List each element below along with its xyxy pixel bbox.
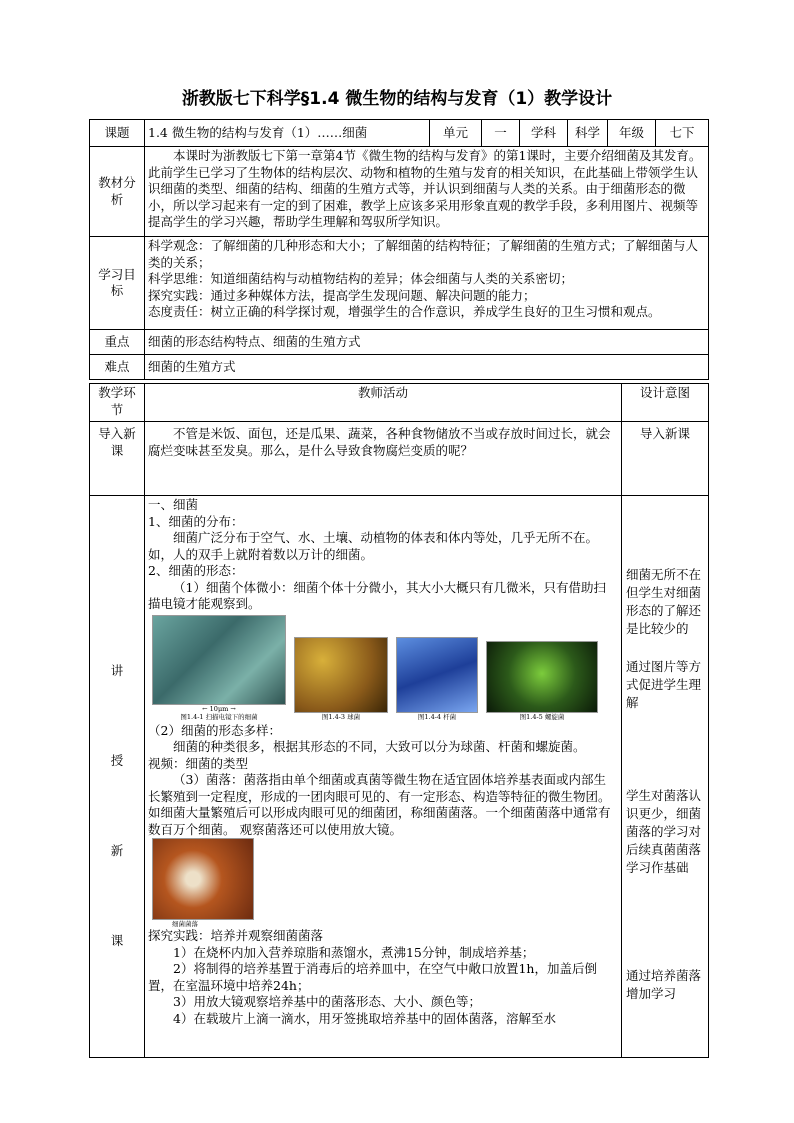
unit-value: 一 <box>482 120 520 147</box>
bacillus-image <box>396 637 478 713</box>
subject-value: 科学 <box>568 120 608 147</box>
objective-line: 科学思维：知道细菌结构与动植物结构的差异；体会细菌与人类的关系密切； <box>148 271 574 286</box>
spirillum-image <box>486 641 598 713</box>
process-table <box>89 383 709 1058</box>
objectives-text <box>145 237 709 330</box>
subject-label: 学科 <box>520 120 568 147</box>
key-points-text: 细菌的形态结构特点、细菌的生殖方式 <box>145 330 709 355</box>
figure-caption: 细菌菌落 <box>172 920 198 928</box>
objective-line: 态度责任：树立正确的科学探讨观，增强学生的合作意识，养成学生良好的卫生习惯和观点。 <box>148 304 661 319</box>
objective-line: 探究实践：通过多种媒体方法，提高学生发现问题、解决问题的能力； <box>148 287 536 303</box>
lesson-value: 1.4 微生物的结构与发育（1）……细菌 <box>145 120 430 147</box>
objective-line: 科学观念：了解细菌的几种形态和大小；了解细菌的结构特征；了解细菌的生殖方式；了解细菌与人类的关系； <box>148 238 699 270</box>
lesson-info-table <box>89 119 709 380</box>
teach-stage: 讲 授 新 课 <box>90 496 145 1058</box>
key-points-label: 重点 <box>90 330 145 355</box>
grade-value: 七下 <box>656 120 709 147</box>
colony-image <box>152 838 254 920</box>
bacteria-figures: ← 10μm → 图1.4-1 扫描电镜下的细菌 图1.4-3 球菌 图1.4-4 杆菌 图1.4-5 螺旋菌 <box>152 615 618 721</box>
difficulty-label: 难点 <box>90 355 145 380</box>
grade-label: 年级 <box>608 120 656 147</box>
analysis-text: 本课时为浙教版七下第一章第4节《微生物的结构与发育》的第1课时，主要介绍细菌及其发育。此前学生已学习了生物体的结构层次、动物和植物的生殖与发育的相关知识，在此基础上带领学生认识细菌的类型、细菌的结构、细菌的生殖方式等，并认识到细菌与人类的关系。由于细菌形态的微小，所以学习起来有一定的到了困难，教学上应该多采用形象直观的教学手段，多利用图片、视频等提高学生的学习兴趣，帮助学生理解和驾驭所学知识。 <box>145 147 709 237</box>
analysis-label: 教材分析 <box>90 147 145 237</box>
intro-intent: 导入新课 <box>622 422 709 496</box>
difficulty-text: 细菌的生殖方式 <box>145 355 709 380</box>
figure-caption: 图1.4-3 球菌 <box>321 712 361 721</box>
coccus-image <box>294 637 388 713</box>
figure-caption: 图1.4-4 杆菌 <box>417 712 457 721</box>
intent-header: 设计意图 <box>622 384 709 422</box>
sem-bacteria-image <box>152 615 286 705</box>
stage-header: 教学环节 <box>90 384 145 422</box>
intro-stage: 导入新课 <box>90 422 145 496</box>
figure-caption: 图1.4-5 螺旋菌 <box>519 712 565 721</box>
teach-activity: 一、细菌 1、细菌的分布： 细菌广泛分布于空气、水、土壤、动植物的体表和体内等处，几乎无所不在。如，人的双手上就附着数以万计的细菌。 2、细菌的形态： （1）细菌个体微小：细菌个体十分微小，其大小大概只有几微米，只有借助扫描电镜才能观察到。 ← 10μm → 图1.4-1 扫描电镜下的细菌 图1.4-3 球菌 图1.4-4 杆菌 图1.4-5 螺旋菌 （2）细菌的形态多样： 细菌的种类很多，根据其形态的不同，大致可以分为球菌、杆菌和螺旋菌。 视频：细菌的类型 （3）菌落：菌落指由单个细菌或真菌等微生物在适宜固体培养基表面或内部生长繁殖到一定程度，形成的一团肉眼可见的、有一定形态、构造等特征的微生物团。如细菌大量繁殖后可以形成肉眼可见的细菌团，称细菌菌落。一个细菌菌落中通常有数百万个细菌。 观察菌落还可以使用放大镜。 细菌菌落 探究实践：培养并观察细菌菌落 1）在烧杯内加入营养琼脂和蒸馏水，煮沸15分钟，制成培养基； 2）将制得的培养基置于消毒后的培养皿中，在空气中敞口放置1h，加盖后倒置，在室温环境中培养24h； 3）用放大镜观察培养基中的菌落形态、大小、颜色等； 4）在载玻片上滴一滴水，用牙签挑取培养基中的固体菌落，溶解至水 <box>145 496 622 1058</box>
unit-label: 单元 <box>430 120 482 147</box>
figure-caption: 图1.4-1 扫描电镜下的细菌 <box>180 712 258 721</box>
objectives-label: 学习目标 <box>90 237 145 330</box>
intro-activity: 不管是米饭、面包，还是瓜果、蔬菜，各种食物储放不当或存放时间过长，就会腐烂变味甚至发臭。那么，是什么导致食物腐烂变质的呢？ <box>145 422 622 496</box>
activity-header: 教师活动 <box>145 384 622 422</box>
teach-intent: 细菌无所不在 但学生对细菌形态的了解还是比较少的 通过图片等方式促进学生理解 学生对菌落认识更少，细菌菌落的学习对后续真菌菌落学习作基础 通过培养菌落增加学习 <box>622 496 709 1058</box>
lesson-label: 课题 <box>90 120 145 147</box>
page-title: 浙教版七下科学§1.4 微生物的结构与发育（1）教学设计 <box>181 89 613 109</box>
